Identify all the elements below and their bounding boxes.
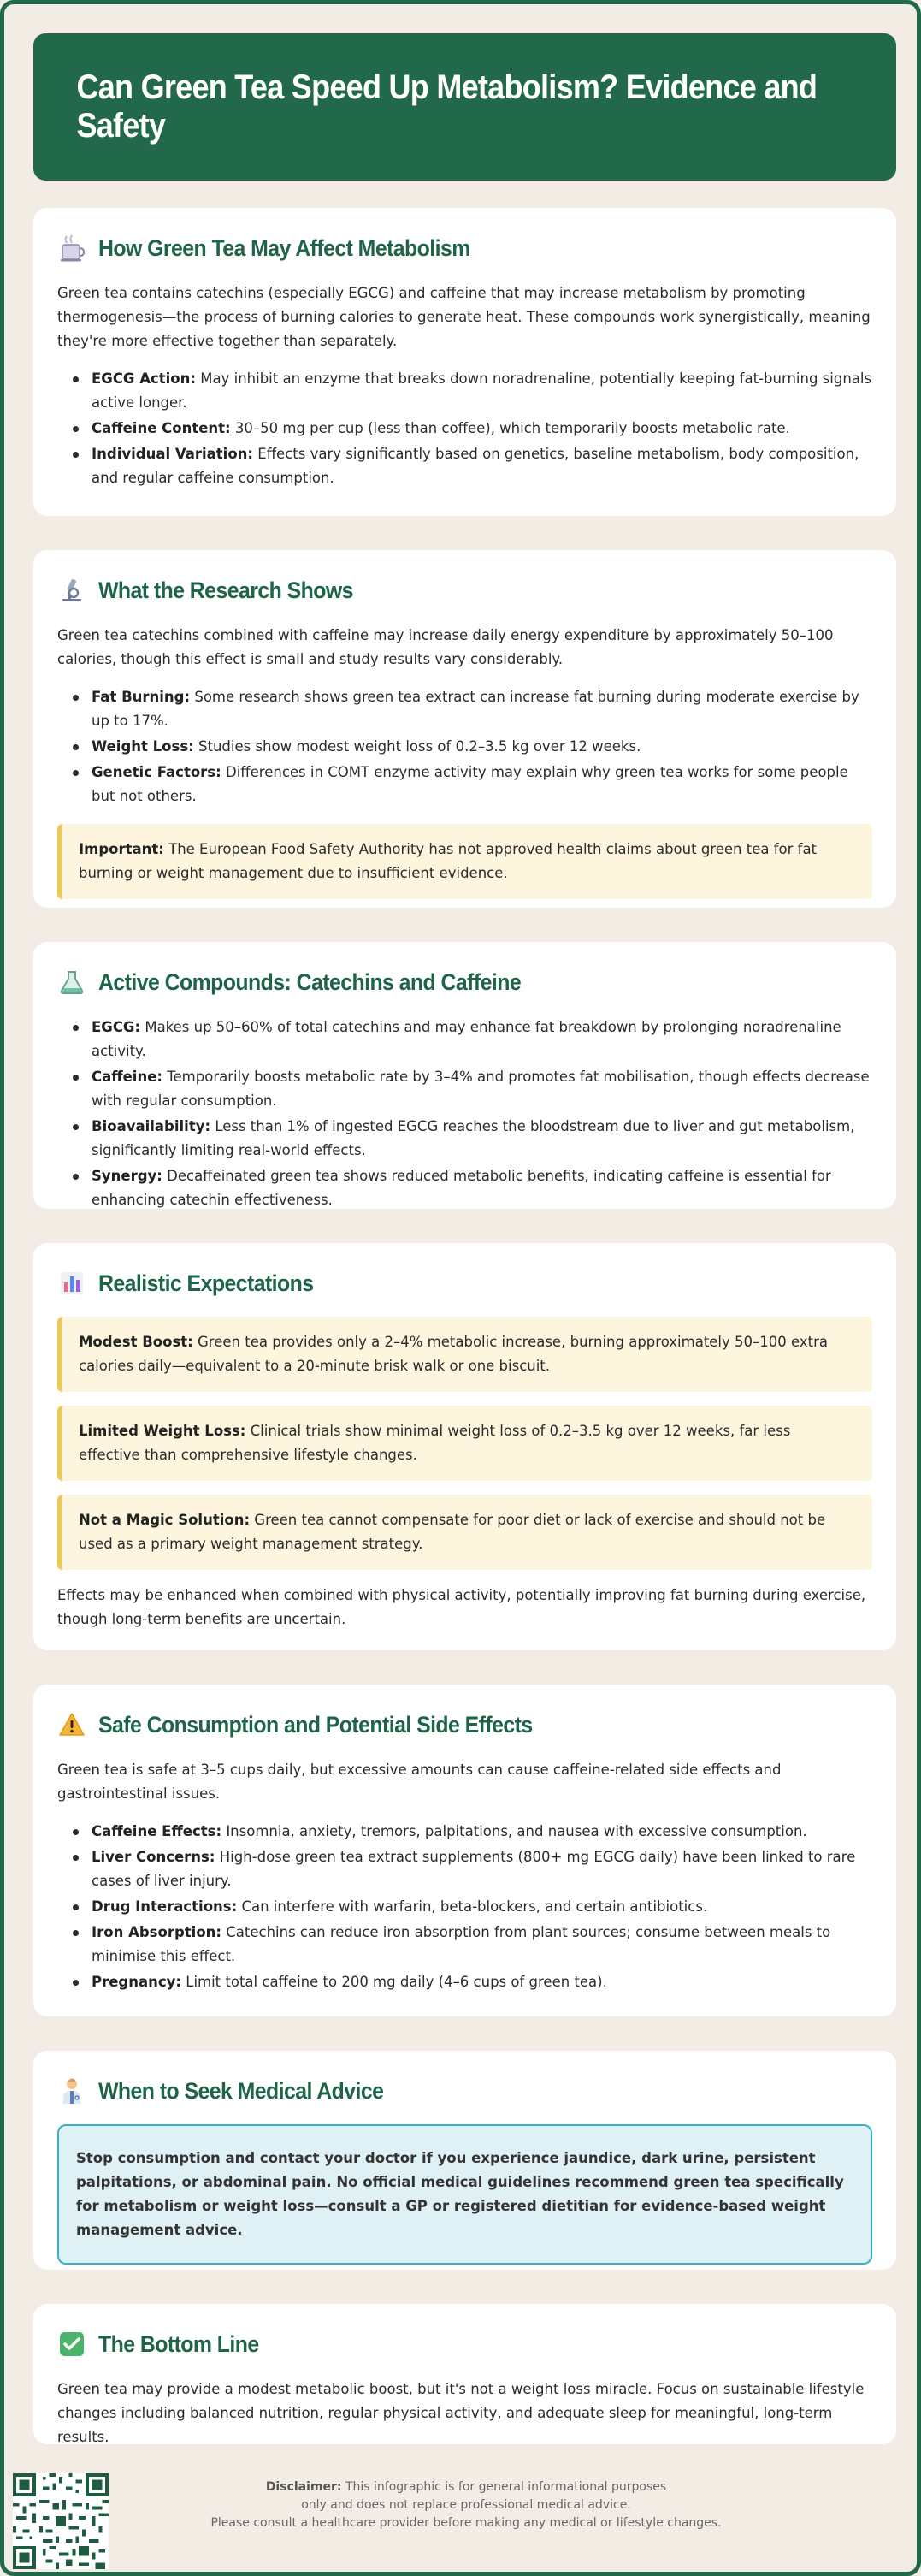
checkmark-icon bbox=[57, 2330, 86, 2359]
disclaimer: Disclaimer: This infographic is for general informational purposes only and does not replace professional medical advice. Please consult a healthcare provider before making any medical or lifestyle changes. bbox=[210, 2480, 722, 2530]
expectation-note: Modest Boost: Green tea provides only a 2–4% metabolic increase, burning approximately 50–100 extra calories daily—equivalent to a 20-minute brisk walk or one biscuit. bbox=[57, 1317, 872, 1392]
section-safety bbox=[33, 1685, 896, 2016]
flask-icon bbox=[57, 968, 86, 997]
fact-list bbox=[92, 1820, 872, 1994]
section-expectations bbox=[33, 1243, 896, 1650]
section-metabolism bbox=[33, 208, 896, 516]
section-medical bbox=[33, 2051, 896, 2270]
list-item: EGCG: Makes up 50–60% of total catechins and may enhance fat breakdown by prolonging noradrenaline activity. bbox=[92, 1016, 872, 1063]
fact-list bbox=[92, 685, 872, 808]
footer bbox=[4, 2468, 921, 2575]
list-item: Individual Variation: Effects vary significantly based on genetics, baseline metabolism, body composition, and regular caffeine consumption. bbox=[92, 442, 872, 490]
list-item: Pregnancy: Limit total caffeine to 200 mg daily (4–6 cups of green tea). bbox=[92, 1970, 872, 1994]
section-title: How Green Tea May Affect Metabolism bbox=[98, 234, 470, 261]
bar-chart-icon bbox=[57, 1269, 86, 1298]
list-item: Caffeine: Temporarily boosts metabolic rate by 3–4% and promotes fat mobilisation, though effects decrease with regular consumption. bbox=[92, 1065, 872, 1113]
list-item: Bioavailability: Less than 1% of ingested EGCG reaches the bloodstream due to liver and gut metabolism, significantly limiting real-world effects. bbox=[92, 1115, 872, 1163]
section-bottom-line bbox=[33, 2304, 896, 2444]
list-item: Genetic Factors: Differences in COMT enzyme activity may explain why green tea works for some people but not others. bbox=[92, 761, 872, 808]
tea-cup-icon bbox=[57, 234, 86, 263]
fact-list bbox=[92, 1016, 872, 1212]
section-title: Realistic Expectations bbox=[98, 1270, 314, 1296]
important-note: Important: The European Food Safety Authority has not approved health claims about green tea for fat burning or weight management due to insufficient evidence. bbox=[57, 824, 872, 899]
bottom-line-text: Green tea may provide a modest metabolic boost, but it's not a weight loss miracle. Focus on sustainable lifestyle changes including balanced nutrition, regular physical activity, and adequate sleep for meaningful, long-term results. bbox=[57, 2381, 865, 2445]
expectation-note: Not a Magic Solution: Green tea cannot compensate for poor diet or lack of exercise and should not be used as a primary weight management strategy. bbox=[57, 1495, 872, 1570]
section-compounds bbox=[33, 942, 896, 1209]
list-item: Fat Burning: Some research shows green tea extract can increase fat burning during moderate exercise by up to 17%. bbox=[92, 685, 872, 733]
section-title: What the Research Shows bbox=[98, 577, 353, 603]
page-header bbox=[33, 33, 896, 181]
list-item: Weight Loss: Studies show modest weight loss of 0.2–3.5 kg over 12 weeks. bbox=[92, 735, 872, 759]
section-title: When to Seek Medical Advice bbox=[98, 2077, 384, 2104]
list-item: Caffeine Content: 30–50 mg per cup (less than coffee), which temporarily boosts metabolic rate. bbox=[92, 417, 872, 441]
section-title: The Bottom Line bbox=[98, 2330, 259, 2357]
qr-code-icon[interactable] bbox=[13, 2473, 109, 2569]
fact-list bbox=[92, 367, 872, 490]
section-title: Active Compounds: Catechins and Caffeine bbox=[98, 968, 522, 995]
list-item: Caffeine Effects: Insomnia, anxiety, tremors, palpitations, and nausea with excessive consumption. bbox=[92, 1820, 872, 1844]
warning-icon bbox=[57, 1710, 86, 1739]
page-title: Can Green Tea Speed Up Metabolism? Evidence and Safety bbox=[76, 68, 818, 145]
microscope-icon bbox=[57, 576, 86, 605]
list-item: Iron Absorption: Catechins can reduce iron absorption from plant sources; consume between meals to minimise this effect. bbox=[92, 1921, 872, 1969]
section-intro: Green tea catechins combined with caffeine may increase daily energy expenditure by approximately 50–100 calories, though this effect is small and study results vary considerably. bbox=[57, 627, 834, 667]
list-item: Synergy: Decaffeinated green tea shows reduced metabolic benefits, indicating caffeine is essential for enhancing catechin effectiveness. bbox=[92, 1164, 872, 1212]
section-research bbox=[33, 550, 896, 908]
section-title: Safe Consumption and Potential Side Effects bbox=[98, 1711, 533, 1738]
list-item: Liver Concerns: High-dose green tea extract supplements (800+ mg EGCG daily) have been linked to rare cases of liver injury. bbox=[92, 1845, 872, 1893]
medical-alert: Stop consumption and contact your doctor if you experience jaundice, dark urine, persistent palpitations, or abdominal pain. No official medical guidelines recommend green tea specifically for metabolism or weight loss—consult a GP or registered dietitian for evidence-based weight management advice. bbox=[57, 2124, 872, 2265]
list-item: EGCG Action: May inhibit an enzyme that breaks down noradrenaline, potentially keeping fat-burning signals active longer. bbox=[92, 367, 872, 415]
section-intro: Green tea contains catechins (especially EGCG) and caffeine that may increase metabolism by promoting thermogenesis—the process of burning calories to generate heat. These compounds work synergistically, meaning they're more effective together than separately. bbox=[57, 285, 871, 349]
section-outro: Effects may be enhanced when combined with physical activity, potentially improving fat burning during exercise, though long-term benefits are uncertain. bbox=[57, 1587, 866, 1627]
expectation-note: Limited Weight Loss: Clinical trials show minimal weight loss of 0.2–3.5 kg over 12 weeks, far less effective than comprehensive lifestyle changes. bbox=[57, 1406, 872, 1481]
list-item: Drug Interactions: Can interfere with warfarin, beta-blockers, and certain antibiotics. bbox=[92, 1895, 872, 1919]
section-intro: Green tea is safe at 3–5 cups daily, but excessive amounts can cause caffeine-related side effects and gastrointestinal issues. bbox=[57, 1762, 782, 1802]
doctor-icon bbox=[57, 2076, 86, 2105]
